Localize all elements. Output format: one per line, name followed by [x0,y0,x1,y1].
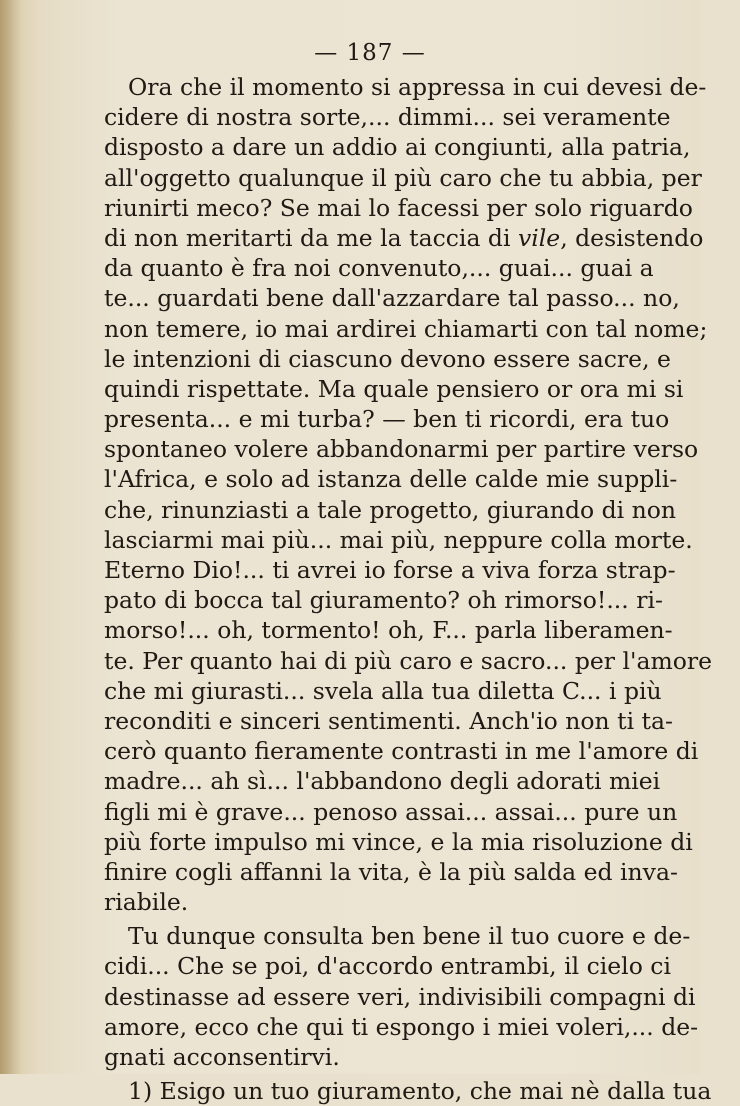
paragraph-1 [104,72,713,917]
paragraph-3 [104,1076,712,1106]
page-number: — 187 — [314,40,426,66]
text-line: di non meritarti da me la taccia di vile, desistendo [104,223,704,252]
text-line: più forte impulso mi vince, e la mia risoluzione di [104,827,693,856]
text-line: reconditi e sinceri sentimenti. Anch'io non ti ta- [104,706,673,735]
text-line: te... guardati bene dall'azzardare tal passo... no, [104,284,680,313]
text-line: pato di bocca tal giuramento? oh rimorso!... ri- [104,586,663,615]
text-line: finire cogli affanni la vita, è la più salda ed inva- [104,857,678,886]
text-line: amore, ecco che qui ti espongo i miei voleri,... de- [104,1012,699,1041]
text-line: gnati acconsentirvi. [104,1043,340,1071]
text-line: cidere di nostra sorte,... dimmi... sei veramente [104,103,671,132]
text-line: presenta... e mi turba? — ben ti ricordi, era tuo [104,405,670,434]
text-line: spontaneo volere abbandonarmi per partire verso [104,435,699,464]
body-text [104,72,713,1106]
text-line: destinasse ad essere veri, indivisibili compagni di [104,982,696,1011]
text-line: Eterno Dio!... ti avrei io forse a viva forza strap- [104,556,676,584]
text-line: cerò quanto fieramente contrasti in me l'amore di [104,737,699,766]
text-line: da quanto è fra noi convenuto,... guai... guai a [104,254,654,283]
text-line: che, rinunziasti a tale progetto, giurando di non [104,495,677,524]
text-line: morso!... oh, tormento! oh, F... parla liberamen- [104,616,673,645]
text-line: riabile. [104,888,189,917]
text-line: quindi rispettate. Ma quale pensiero or ora mi si [104,374,684,403]
text-line: Tu dunque consulta ben bene il tuo cuore e de- [128,922,691,951]
text-line: Ora che il momento si appressa in cui devesi de- [128,73,707,101]
text-line: disposto a dare un addio ai congiunti, alla patria, [104,133,691,162]
spine-shadow [0,0,22,1074]
text-line: l'Africa, e solo ad istanza delle calde mie suppli- [104,465,678,494]
text-line: le intenzioni di ciascuno devono essere sacre, e [104,344,671,373]
text-line: lasciarmi mai più... mai più, neppure colla morte. [104,525,693,554]
text-line: cidi... Che se poi, d'accordo entrambi, il cielo ci [104,952,671,981]
paragraph-2 [104,921,699,1072]
text-line: 1) Esigo un tuo giuramento, che mai nè dalla tua [128,1077,712,1106]
text-line: figli mi è grave... penoso assai... assai... pure un [104,797,678,826]
text-line: te. Per quanto hai di più caro e sacro... per l'amore [104,646,713,675]
text-line: madre... ah sì... l'abbandono degli adorati miei [104,767,661,796]
text-line: all'oggetto qualunque il più caro che tu abbia, per [104,163,702,192]
text-line: non temere, io mai ardirei chiamarti con tal nome; [104,314,708,343]
text-line: che mi giurasti... svela alla tua diletta C... i più [104,676,662,705]
text-line: riunirti meco? Se mai lo facessi per solo riguardo [104,193,693,222]
